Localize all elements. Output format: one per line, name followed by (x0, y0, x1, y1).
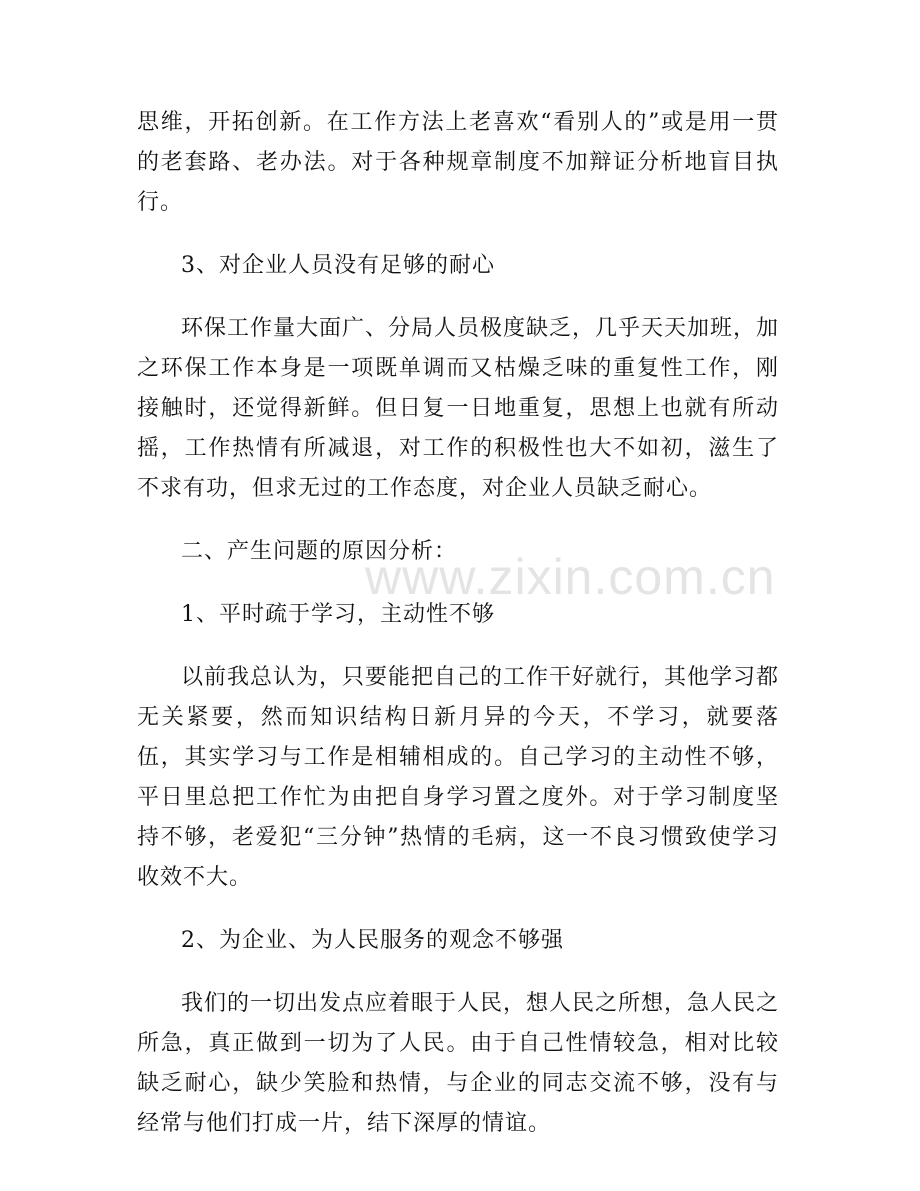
paragraph-study: 以前我总认为，只要能把自己的工作干好就行，其他学习都无关紧要，然而知识结构日新月异的今天，不学习，就要落伍，其实学习与工作是相辅相成的。自己学习的主动性不够，平日里总把工作忙为由把自身学习置之度外。对于学习制度坚持不够，老爱犯“三分钟”热情的毛病，这一不良习惯致使学习收效不大。 (137, 665, 780, 890)
section-heading-service: 2、为企业、为人民服务的观念不够强 (181, 928, 564, 953)
paragraph-environmental-work: 环保工作量大面广、分局人员极度缺乏，几乎天天加班，加之环保工作本身是一项既单调而又枯燥乏味的重复性工作，刚接触时，还觉得新鲜。但日复一日地重复，思想上也就有所动摇，工作热情有所减退，对工作的积极性也大不如初，滋生了不求有功，但求无过的工作态度，对企业人员缺乏耐心。 (137, 316, 780, 501)
watermark: www.zixin.com.cn (365, 549, 776, 605)
section-heading-cause-analysis: 二、产生问题的原因分析： (181, 539, 458, 564)
section-heading-study: 1、平时疏于学习，主动性不够 (181, 602, 495, 627)
paragraph-continued: 思维，开拓创新。在工作方法上老喜欢“看别人的”或是用一贯的老套路、老办法。对于各种规章制度不加辩证分析地盲目执行。 (137, 110, 779, 215)
section-heading-patience: 3、对企业人员没有足够的耐心 (181, 253, 495, 278)
document-body (137, 103, 779, 1167)
paragraph-service: 我们的一切出发点应着眼于人民，想人民之所想，急人民之所急，真正做到一切为了人民。由于自己性情较急，相对比较缺乏耐心，缺少笑脸和热情，与企业的同志交流不够，没有与经常与他们打成一片，结下深厚的情谊。 (137, 991, 780, 1136)
